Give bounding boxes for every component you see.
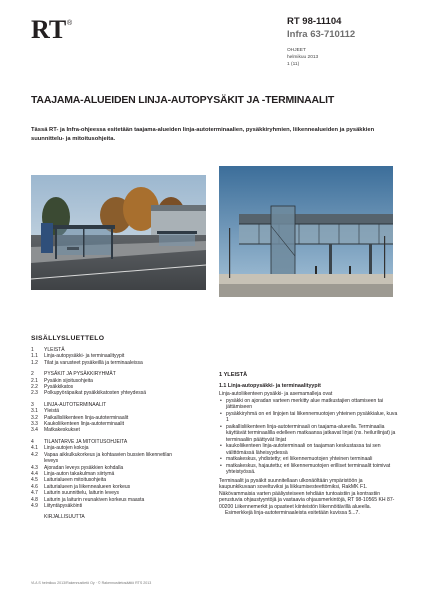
toc-item-number: 3.3 — [31, 421, 38, 428]
toc-item-title: Laiturin ja laiturin reunakiven korkeus maasta — [44, 496, 145, 503]
toc-item-number: 1.1 — [31, 353, 38, 360]
toc-item-title: Liityntäpysäköinti — [44, 502, 83, 509]
toc-item-number — [31, 514, 44, 520]
body-column — [219, 372, 399, 517]
toc-item-title: TILANTARVE JA MITOITUSOHJEITA — [44, 438, 128, 445]
bullet-item: • matkakeskus, yhdistetty; eri liikennemuotojen yhteinen terminaali — [226, 456, 399, 463]
toc-item-number: 1 — [31, 347, 34, 353]
toc-item — [31, 514, 181, 520]
toc-item-title: KIRJALLISUUTTA — [44, 514, 85, 521]
document-code: RT 98-11104 — [287, 16, 342, 27]
bullet-item: • pysäkkiryhmä on eri linjojen tai liikennemuotojen yhteinen pysäkkialue, kuva 1 — [226, 411, 399, 424]
document-date: helmikuu 2013 — [287, 55, 319, 60]
toc-item — [31, 427, 181, 433]
toc-item — [31, 452, 181, 465]
body-paragraph: Terminaalit ja pysäkit suunnitellaan ulkonäöltään ympäristöön ja kaupunkikuvaan soveltuviksi ja liikkumisesteettömiksi, RakMK F1. Näkövammaisia varten pääliysteiseen tehdään tuntoaistiin ja kontrastiin perustuvia ohjaustyyntöjä ja vastaavia ohjausmerkintöjä, RT 98-10565 KH 87-00200 Liikennemerkit ja opasteet kiinteistön liikennöitävillä alueella. — [219, 477, 395, 510]
document-type: OHJEET — [287, 48, 306, 53]
toc-item-title: LINJA-AUTOTERMINAALIT — [44, 401, 107, 408]
rt-logo — [31, 16, 75, 42]
toc-item-number: 4.4 — [31, 470, 38, 477]
toc-item-number: 4.7 — [31, 490, 38, 497]
toc-item-title: Laiturin suunnittelu, laiturin leveys — [44, 490, 120, 497]
toc-item-title: Ajoradan leveys pysäkkien kohdalla — [44, 464, 124, 471]
toc-item-title: Yleistä — [44, 408, 60, 415]
toc-item-title: Linja-auton takakulman siirtymä — [44, 470, 115, 477]
toc-item-number: 4.6 — [31, 483, 38, 490]
toc-item-title: Laiturialueen ja liikennealueen korkeus — [44, 483, 131, 490]
toc-item-title: Linja-autojen kokoja — [44, 445, 89, 452]
toc-item-number: 4.3 — [31, 464, 38, 471]
toc-item-title: Pysäkin sijoitusohjeita — [44, 377, 93, 384]
toc-item-number: 3.4 — [31, 427, 38, 434]
page-title: TAAJAMA-ALUEIDEN LINJA-AUTOPYSÄKIT JA -TERMINAALIT — [31, 94, 335, 106]
footer-copyright: VL/LS helmikuu 2013/Rakennustietö Oy · © Rakennustietosäätiö RTS 2013 — [31, 581, 152, 585]
toc-item-number: 2.1 — [31, 377, 38, 384]
toc-item-number: 4.5 — [31, 477, 38, 484]
toc-item-title: Laiturialueen mitoitusohjeita — [44, 477, 106, 484]
toc-item-title: Matkakeskukset — [44, 427, 80, 434]
svg-text:RT: RT — [31, 16, 67, 42]
toc-item-number: 2.3 — [31, 390, 38, 397]
toc-item-title: Tilat ja varusteet pysäkeillä ja terminaaleissa — [44, 359, 143, 366]
toc-item — [31, 360, 181, 366]
toc-item-title: YLEISTÄ — [44, 347, 65, 353]
toc-item-number: 3 — [31, 401, 34, 408]
toc-item-number: 4.1 — [31, 445, 38, 452]
toc-item-number: 3.1 — [31, 408, 38, 415]
infra-code: Infra 63-710112 — [287, 29, 356, 40]
toc-item-number: 4.2 — [31, 451, 38, 458]
toc-item — [31, 390, 181, 396]
intro-paragraph: Tässä RT- ja Infra-ohjeessa esitetään taajama-alueiden linja-autoterminaalien, pysäkkiryhmien, liikennealueiden ja pysäkkien suunnittelu- ja mitoitusohjeita. — [31, 127, 375, 142]
toc-item-number: 2 — [31, 371, 34, 378]
toc-item-number: 4 — [31, 438, 34, 445]
toc-item-title: Vapaa aikkulkukorkeus ja kohtaavien bussien liikennetilan leveys — [44, 451, 173, 465]
body-paragraph: Linja-autoliikenteen pysäkki- ja asemamalleja ovat — [219, 391, 333, 397]
toc-item-title: PYSÄKIT JA PYSÄKKIRYHMÄT — [44, 371, 116, 378]
toc-item-title: Paikallisliikenteen linja-autoterminaalit — [44, 414, 129, 421]
section-heading: 1 YLEISTÄ — [219, 372, 248, 378]
subsection-heading: 1.1 Linja-autopysäkki- ja terminaalityypit — [219, 382, 321, 389]
bus-stop-photo — [31, 175, 206, 290]
toc-item-number: 4.8 — [31, 496, 38, 503]
toc-item-number: 4.9 — [31, 502, 38, 509]
page-count: 1 (11) — [287, 62, 300, 67]
toc-item-title: Polkupyöräpaikat pysäkkikatosten yhteydessä — [44, 390, 147, 397]
table-of-contents — [31, 347, 181, 521]
toc-heading: SISÄLLYSLUETTELO — [31, 335, 105, 342]
toc-item-number: 2.2 — [31, 384, 38, 391]
body-paragraph: Esimerkkejä linja-autoterminaaleista esitetään kuvissa 5...7. — [225, 510, 360, 516]
toc-item-title: Kaukoliikenteen linja-autoterminaalit — [44, 421, 125, 428]
bullet-item: • paikallisliikenteen linja-autoterminaali on taajama-alueella. Terminaalia käyttävät terminaalilla edelleen matkaansa jatkavat linjat (ns. heilurilinjat) ja terminaaliin päättyvät linjat — [226, 424, 399, 444]
toc-item-number: 1.2 — [31, 359, 38, 366]
bullet-item: • pysäkki on ajoradan varteen merkitty alue matkustajien ottamiseen tai jättämiseen — [226, 398, 399, 411]
svg-text:®: ® — [67, 20, 73, 27]
bullet-item: • matkakeskus, hajautettu; eri liikennemuotojen erilliset terminaalit toimivat yhteistyössä. — [226, 463, 399, 476]
toc-item-title: Linja-autopysäkki- ja terminaalityypit — [44, 353, 125, 360]
bus-terminal-photo — [219, 166, 393, 297]
toc-item-title: Pysäkkikatos — [44, 384, 74, 391]
toc-item-number: 3.2 — [31, 414, 38, 421]
toc-item — [31, 503, 181, 509]
bullet-list — [219, 398, 399, 476]
bullet-item: • kaukoliikenteen linja-autoterminaali on taajaman keskustassa tai sen välittömässä läheisyydessä — [226, 443, 399, 456]
